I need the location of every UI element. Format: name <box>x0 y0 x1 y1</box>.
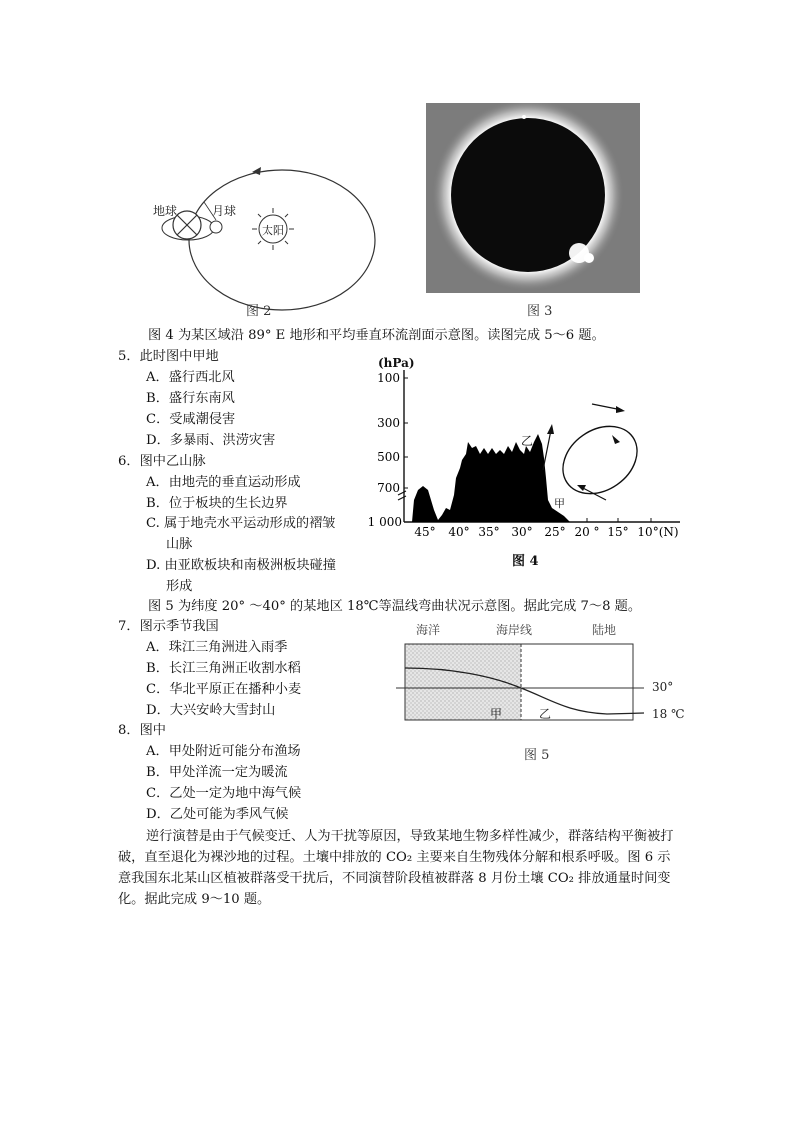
figure-5 <box>392 620 692 730</box>
label-yi: 乙 <box>539 707 552 721</box>
x-tick-10: 10°(N) <box>637 525 679 539</box>
circulation-loop <box>550 412 650 507</box>
question-7-option-b: B．长江三角洲正收割水稻 <box>146 661 301 676</box>
intro-questions-7-8: 图 5 为纬度 20° ～40° 的某地区 18℃等温线弯曲状况示意图。据此完成 7～8 题。 <box>148 599 642 614</box>
question-8-stem: 8．图中 <box>118 723 166 738</box>
label-ocean: 海洋 <box>416 623 441 637</box>
question-5-option-a: A．盛行西北风 <box>146 370 235 385</box>
figure-3-photo <box>426 103 640 293</box>
y-tick-500: 500 <box>377 450 400 464</box>
y-tick-100: 100 <box>377 371 400 385</box>
label-jia: 甲 <box>490 707 503 721</box>
question-6-option-b: B．位于板块的生长边界 <box>146 496 288 511</box>
label-land: 陆地 <box>592 623 617 637</box>
question-7-stem: 7．图示季节我国 <box>118 619 219 634</box>
question-5-option-b: B．盛行东南风 <box>146 391 235 406</box>
figure-2-caption: 图 2 <box>246 304 272 319</box>
intro-questions-5-6: 图 4 为某区域沿 89° E 地形和平均垂直环流剖面示意图。读图完成 5～6 题。 <box>148 328 605 343</box>
question-8-option-a: A．甲处附近可能分布渔场 <box>146 744 301 759</box>
label-18-celsius: 18 ℃ <box>652 707 685 721</box>
moon-label: 月球 <box>212 204 237 218</box>
passage-questions-9-10: 逆行演替是由于气候变迁、人为干扰等原因，导致某地生物多样性减少，群落结构平衡被打破，直至退化为裸沙地的过程。土壤中排放的 CO₂ 主要来自生物残体分解和根系呼吸。图 6 示意我国东北某山区植被群落受干扰后，不同演替阶段植被群落 8 月份土壤 CO₂ 排放通量时间变化。据此完成 9～10 题。 <box>118 829 674 907</box>
sun-label: 太阳 <box>262 224 284 237</box>
x-tick-25: 25° <box>544 525 566 539</box>
x-tick-30: 30° <box>511 525 533 539</box>
y-tick-700: 700 <box>377 481 400 495</box>
moon-disc <box>210 221 222 233</box>
figure-4-caption: 图 4 <box>512 554 539 569</box>
question-8-option-c: C．乙处一定为地中海气候 <box>146 786 302 801</box>
x-tick-40: 40° <box>448 525 470 539</box>
question-5-option-d: D．多暴雨、洪涝灾害 <box>146 433 276 448</box>
ascending-flow-arrow <box>543 430 551 470</box>
y-tick-300: 300 <box>377 416 400 430</box>
terrain-circulation-profile <box>368 350 688 550</box>
label-coastline: 海岸线 <box>496 623 533 637</box>
solar-eclipse-image <box>426 103 640 293</box>
x-tick-45: 45° <box>414 525 436 539</box>
question-6-option-d: D. 由亚欧板块和南极洲板块碰撞 <box>146 558 336 573</box>
label-yi: 乙 <box>521 434 534 448</box>
isotherm-diagram <box>392 620 692 730</box>
question-5-stem: 5．此时图中甲地 <box>118 349 219 364</box>
question-7-option-d: D．大兴安岭大雪封山 <box>146 703 276 718</box>
figure-4 <box>368 350 688 550</box>
figure-3-caption: 图 3 <box>527 304 553 319</box>
question-7-option-a: A．珠江三角洲进入雨季 <box>146 640 288 655</box>
x-tick-20: 20 ° <box>574 525 600 539</box>
question-6-option-a: A．由地壳的垂直运动形成 <box>146 475 301 490</box>
label-30-degree: 30° <box>652 680 674 694</box>
question-6-option-c: C. 属于地壳水平运动形成的褶皱 <box>146 516 336 531</box>
pressure-unit: (hPa) <box>378 356 415 370</box>
question-8-option-d: D．乙处可能为季风气候 <box>146 807 289 822</box>
label-jia: 甲 <box>554 497 565 510</box>
earth-label: 地球 <box>153 204 178 218</box>
figure-2 <box>140 160 380 320</box>
question-6-option-d-cont: 形成 <box>166 579 193 594</box>
question-5-option-c: C．受咸潮侵害 <box>146 412 236 427</box>
y-tick-1000: 1 000 <box>368 515 402 529</box>
terrain-silhouette <box>412 434 570 522</box>
orbit-diagram <box>140 160 380 320</box>
question-6-option-c-cont: 山脉 <box>166 537 193 552</box>
question-7-option-c: C．华北平原正在播种小麦 <box>146 682 302 697</box>
x-tick-15: 15° <box>607 525 629 539</box>
question-6-stem: 6．图中乙山脉 <box>118 454 206 469</box>
x-tick-35: 35° <box>478 525 500 539</box>
figure-5-caption: 图 5 <box>524 748 550 763</box>
question-8-option-b: B．甲处洋流一定为暖流 <box>146 765 288 780</box>
